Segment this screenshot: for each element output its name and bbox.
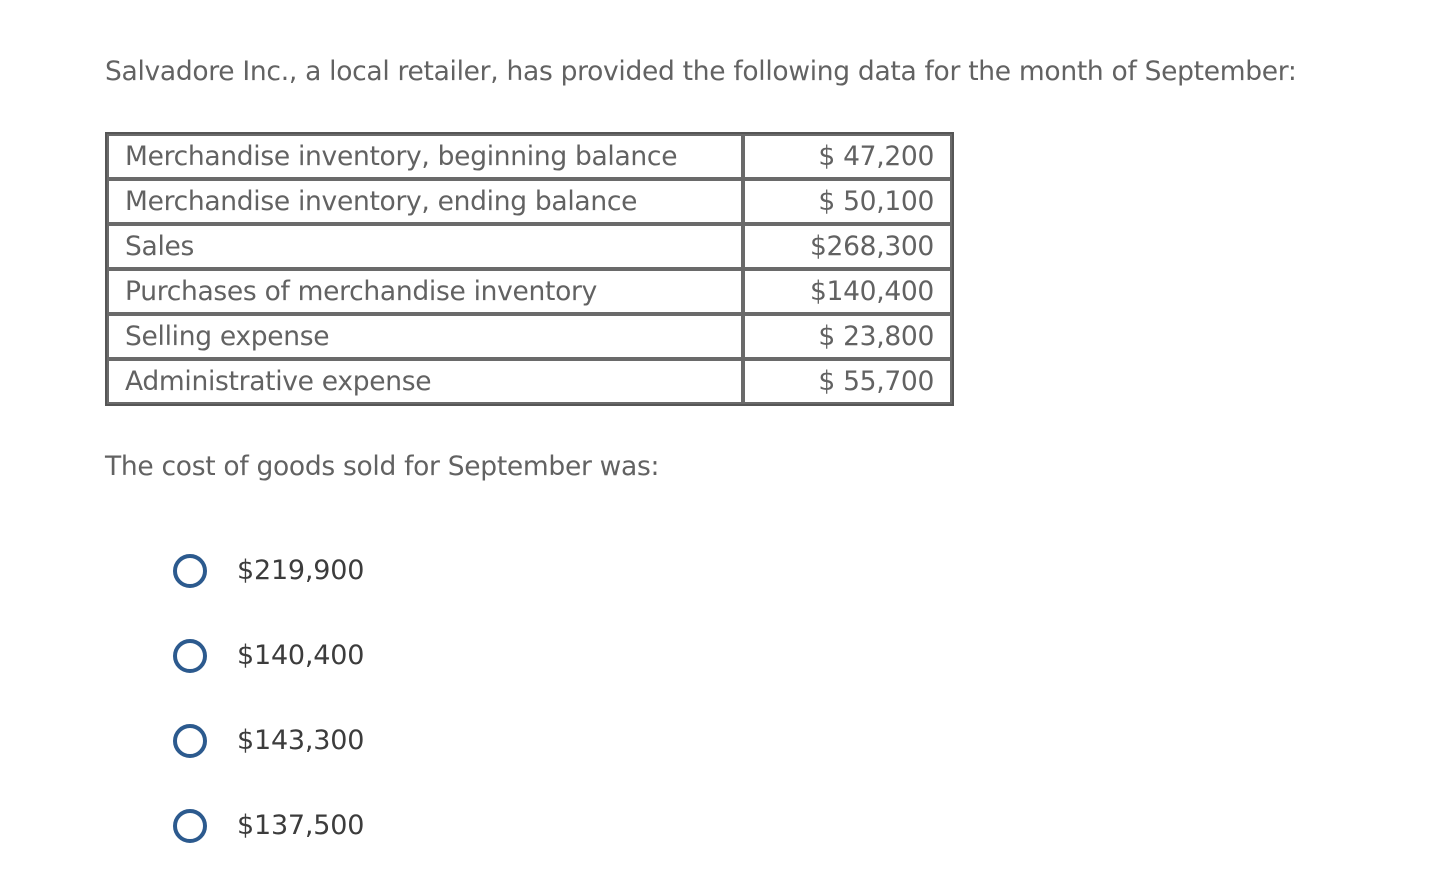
data-table — [105, 132, 954, 406]
row-value: $ 47,200 — [743, 134, 952, 179]
radio-unselected-icon[interactable] — [173, 809, 207, 843]
radio-unselected-icon[interactable] — [173, 554, 207, 588]
table-row — [107, 134, 952, 179]
answer-option-2[interactable] — [173, 632, 364, 680]
answer-options — [173, 547, 364, 887]
row-value: $ 50,100 — [743, 179, 952, 224]
row-value: $ 23,800 — [743, 314, 952, 359]
table-row — [107, 179, 952, 224]
question-text: The cost of goods sold for September was: — [105, 451, 660, 482]
row-label: Sales — [107, 224, 743, 269]
row-label: Purchases of merchandise inventory — [107, 269, 743, 314]
row-label: Merchandise inventory, ending balance — [107, 179, 743, 224]
radio-unselected-icon[interactable] — [173, 724, 207, 758]
radio-unselected-icon[interactable] — [173, 639, 207, 673]
table-row — [107, 224, 952, 269]
row-value: $268,300 — [743, 224, 952, 269]
answer-option-label[interactable]: $143,300 — [237, 725, 365, 756]
table-row — [107, 314, 952, 359]
intro-text: Salvadore Inc., a local retailer, has provided the following data for the month of September: — [105, 56, 1297, 87]
row-label: Merchandise inventory, beginning balance — [107, 134, 743, 179]
answer-option-1[interactable] — [173, 547, 364, 595]
row-label: Selling expense — [107, 314, 743, 359]
answer-option-label[interactable]: $140,400 — [237, 640, 365, 671]
answer-option-4[interactable] — [173, 802, 364, 850]
answer-option-label[interactable]: $219,900 — [237, 555, 365, 586]
row-value: $ 55,700 — [743, 359, 952, 404]
answer-option-3[interactable] — [173, 717, 364, 765]
answer-option-label[interactable]: $137,500 — [237, 810, 365, 841]
table-row — [107, 359, 952, 404]
table-row — [107, 269, 952, 314]
row-label: Administrative expense — [107, 359, 743, 404]
row-value: $140,400 — [743, 269, 952, 314]
